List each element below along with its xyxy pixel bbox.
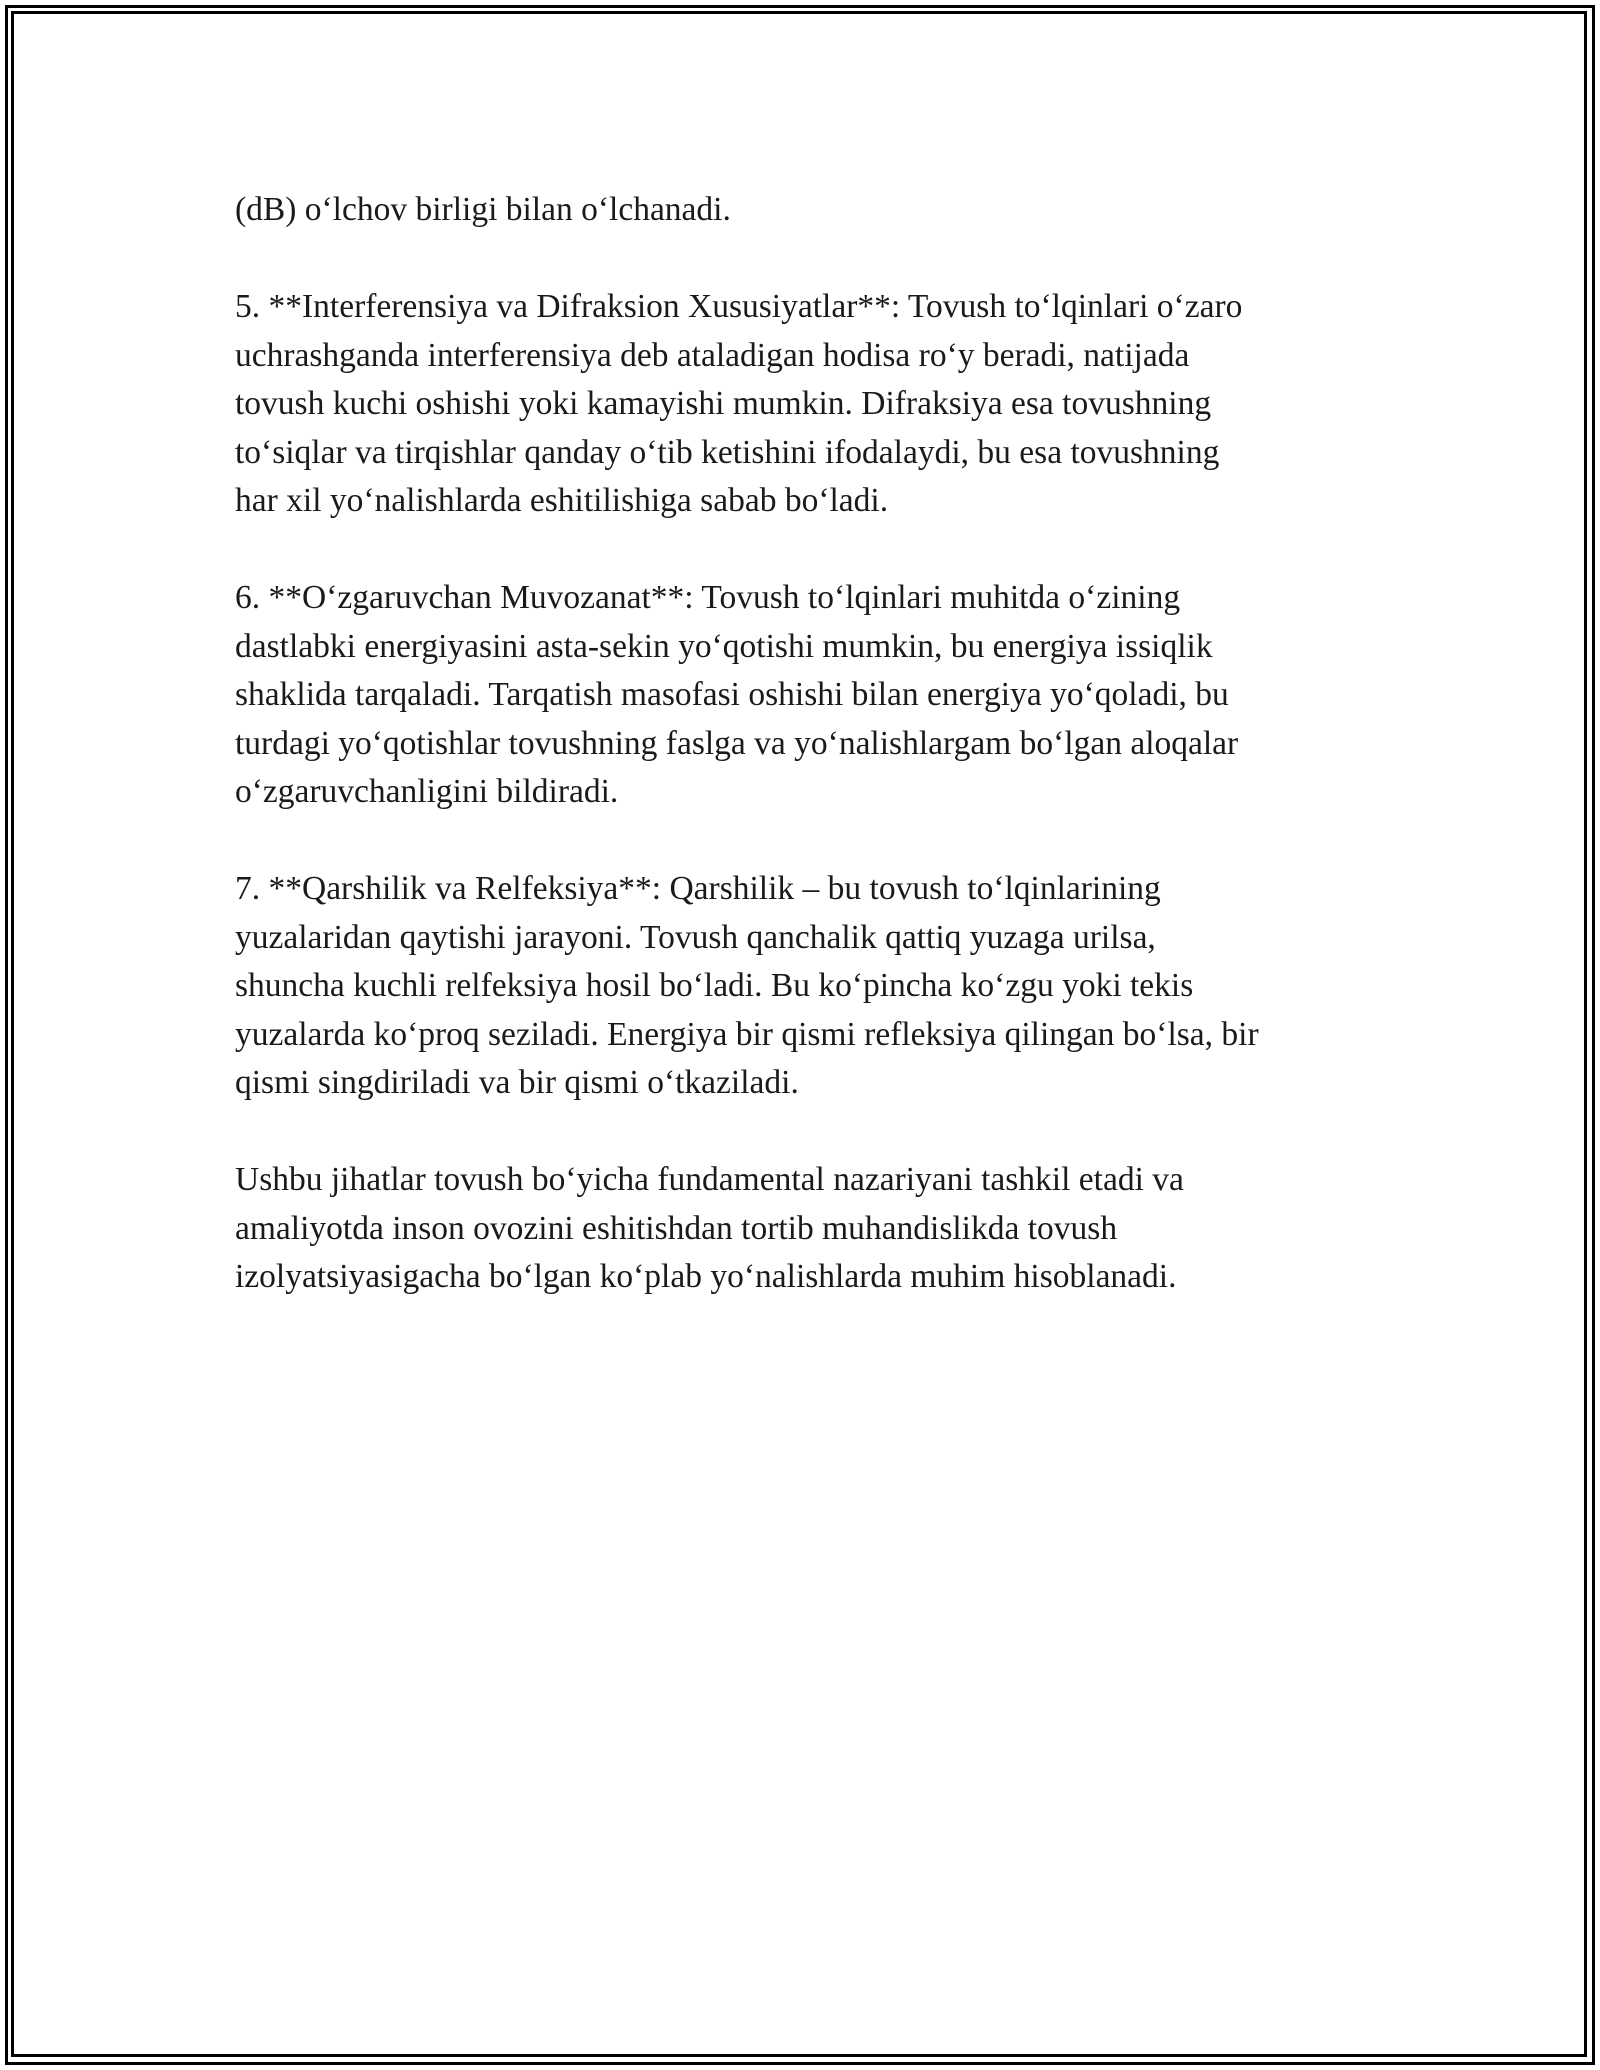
paragraph-item-6: 6. **O‘zgaruvchan Muvozanat**: Tovush to‘lqinlari muhitda o‘zining dastlabki energiyasini asta-sekin yo‘qotishi mumkin, bu energiya issiqlik shaklida tarqaladi. Tarqatish masofasi oshishi bilan energiya yo‘qoladi, bu turdagi yo‘qotishlar tovushning faslga va yo‘nalishlargam bo‘lgan aloqalar o‘zgaruvchanligini bildiradi.: [235, 579, 1239, 810]
document-body: [235, 186, 1395, 1350]
paragraph-item-7: 7. **Qarshilik va Relfeksiya**: Qarshilik – bu tovush to‘lqinlarining yuzalaridan qaytishi jarayoni. Tovush qanchalik qattiq yuzaga urilsa, shuncha kuchli relfeksiya hosil bo‘ladi. Bu ko‘pincha ko‘zgu yoki tekis yuzalarda ko‘proq seziladi. Energiya bir qismi refleksiya qilingan bo‘lsa, bir qismi singdiriladi va bir qismi o‘tkaziladi.: [235, 870, 1259, 1101]
paragraph-continuation: (dB) o‘lchov birligi bilan o‘lchanadi.: [235, 191, 731, 228]
paragraph-item-5: 5. **Interferensiya va Difraksion Xususiyatlar**: Tovush to‘lqinlari o‘zaro uchrashganda interferensiya deb ataladigan hodisa ro‘y beradi, natijada tovush kuchi oshishi yoki kamayishi mumkin. Difraksiya esa tovushning to‘siqlar va tirqishlar qanday o‘tib ketishini ifodalaydi, bu esa tovushning har xil yo‘nalishlarda eshitilishiga sabab bo‘ladi.: [235, 288, 1243, 519]
paragraph-conclusion: Ushbu jihatlar tovush bo‘yicha fundamental nazariyani tashkil etadi va amaliyotda inson ovozini eshitishdan tortib muhandislikda tovush izolyatsiyasigacha bo‘lgan ko‘plab yo‘nalishlarda muhim hisoblanadi.: [235, 1161, 1184, 1295]
